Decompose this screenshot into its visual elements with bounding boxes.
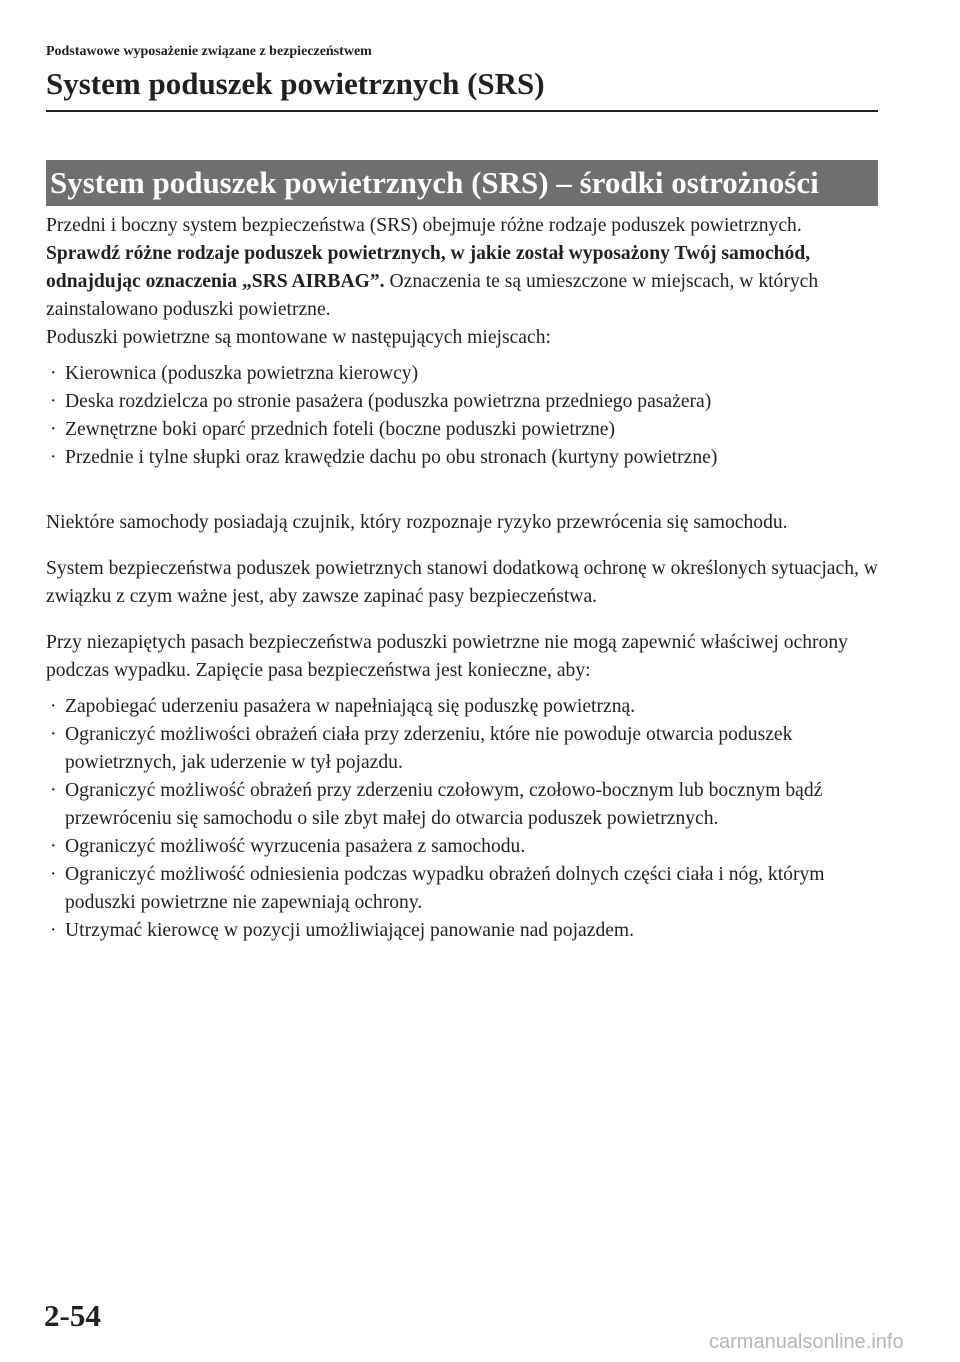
list-item-text: Ograniczyć możliwość obrażeń przy zderzeniu czołowym, czołowo-bocznym lub bocznym bądź przewróceniu się samochodu o sile zbyt małej do otwarcia poduszek powietrznych. <box>65 780 823 829</box>
spacer <box>46 685 878 693</box>
intro-text-1: Przedni i boczny system bezpieczeństwa (SRS) obejmuje różne rodzaje poduszek powietrznych. <box>46 215 802 236</box>
chapter-title: System poduszek powietrznych (SRS) <box>46 66 545 101</box>
header-rule <box>46 110 878 112</box>
belts-paragraph: Przy niezapiętych pasach bezpieczeństwa poduszki powietrzne nie mogą zapewnić właściwej ochrony podczas wypadku. Zapięcie pasa bezpieczeństwa jest konieczne, aby: <box>46 632 848 681</box>
locations-intro: Poduszki powietrzne są montowane w następujących miejscach: <box>46 327 551 348</box>
intro-bold-text: Sprawdź różne rodzaje poduszek powietrznych, w jakie został wyposażony Twój samochód, odnajdując oznaczenia „SRS AIRBAG”. <box>46 243 811 292</box>
list-item-text: Ograniczyć możliwości obrażeń ciała przy zderzeniu, które nie powoduje otwarcia poduszek powietrznych, jak uderzenie w tył pojazdu. <box>65 724 793 773</box>
breadcrumb: Podstawowe wyposażenie związane z bezpieczeństwem <box>46 44 372 59</box>
list-item-text: Zewnętrzne boki oparć przednich foteli (boczne poduszki powietrzne) <box>65 419 616 440</box>
bullet-icon: · <box>50 696 57 717</box>
list-item <box>46 416 878 444</box>
list-item-text: Utrzymać kierowcę w pozycji umożliwiającej panowanie nad pojazdem. <box>65 920 635 941</box>
bullet-icon: · <box>50 363 57 384</box>
locations-list <box>46 360 878 472</box>
sensor-paragraph: Niektóre samochody posiadają czujnik, który rozpoznaje ryzyko przewrócenia się samochodu. <box>46 512 788 533</box>
intro-text-2: Oznaczenia te są umieszczone w miejscach, w których zainstalowano poduszki powietrzne. <box>46 271 819 320</box>
list-item <box>46 917 878 945</box>
bullet-icon: · <box>50 724 57 745</box>
page-number: 2-54 <box>44 1298 101 1333</box>
bullet-icon: · <box>50 864 57 885</box>
section-title: System poduszek powietrznych (SRS) – środki ostrożności <box>50 165 819 200</box>
list-item <box>46 360 878 388</box>
supplement-paragraph: System bezpieczeństwa poduszek powietrznych stanowi dodatkową ochronę w określonych sytuacjach, w związku z czym ważne jest, aby zawsze zapinać pasy bezpieczeństwa. <box>46 558 878 607</box>
bullet-icon: · <box>50 419 57 440</box>
list-item <box>46 861 878 917</box>
intro-paragraph <box>46 212 878 324</box>
bullet-icon: · <box>50 836 57 857</box>
list-item-text: Ograniczyć możliwość wyrzucenia pasażera z samochodu. <box>65 836 526 857</box>
list-item <box>46 444 878 472</box>
spacer <box>46 611 878 629</box>
list-item-text: Deska rozdzielcza po stronie pasażera (poduszka powietrzna przedniego pasażera) <box>65 391 712 412</box>
list-item-text: Zapobiegać uderzeniu pasażera w napełniającą się poduszkę powietrzną. <box>65 696 636 717</box>
spacer <box>46 352 878 360</box>
list-item <box>46 693 878 721</box>
watermark-text: carmanualsonline.info <box>709 1331 904 1353</box>
bullet-icon: · <box>50 391 57 412</box>
content-body <box>46 212 878 945</box>
list-item-text: Przednie i tylne słupki oraz krawędzie dachu po obu stronach (kurtyny powietrzne) <box>65 447 718 468</box>
bullet-icon: · <box>50 447 57 468</box>
bullet-icon: · <box>50 920 57 941</box>
list-item-text: Kierownica (poduszka powietrzna kierowcy) <box>65 363 419 384</box>
list-item <box>46 833 878 861</box>
list-item <box>46 388 878 416</box>
section-heading-bar <box>46 160 878 206</box>
list-item-text: Ograniczyć możliwość odniesienia podczas wypadku obrażeń dolnych części ciała i nóg, którym poduszki powietrzne nie zapewniają ochrony. <box>65 864 825 913</box>
bullet-icon: · <box>50 780 57 801</box>
spacer <box>46 472 878 509</box>
spacer <box>46 537 878 555</box>
list-item <box>46 777 878 833</box>
purposes-list <box>46 693 878 945</box>
list-item <box>46 721 878 777</box>
